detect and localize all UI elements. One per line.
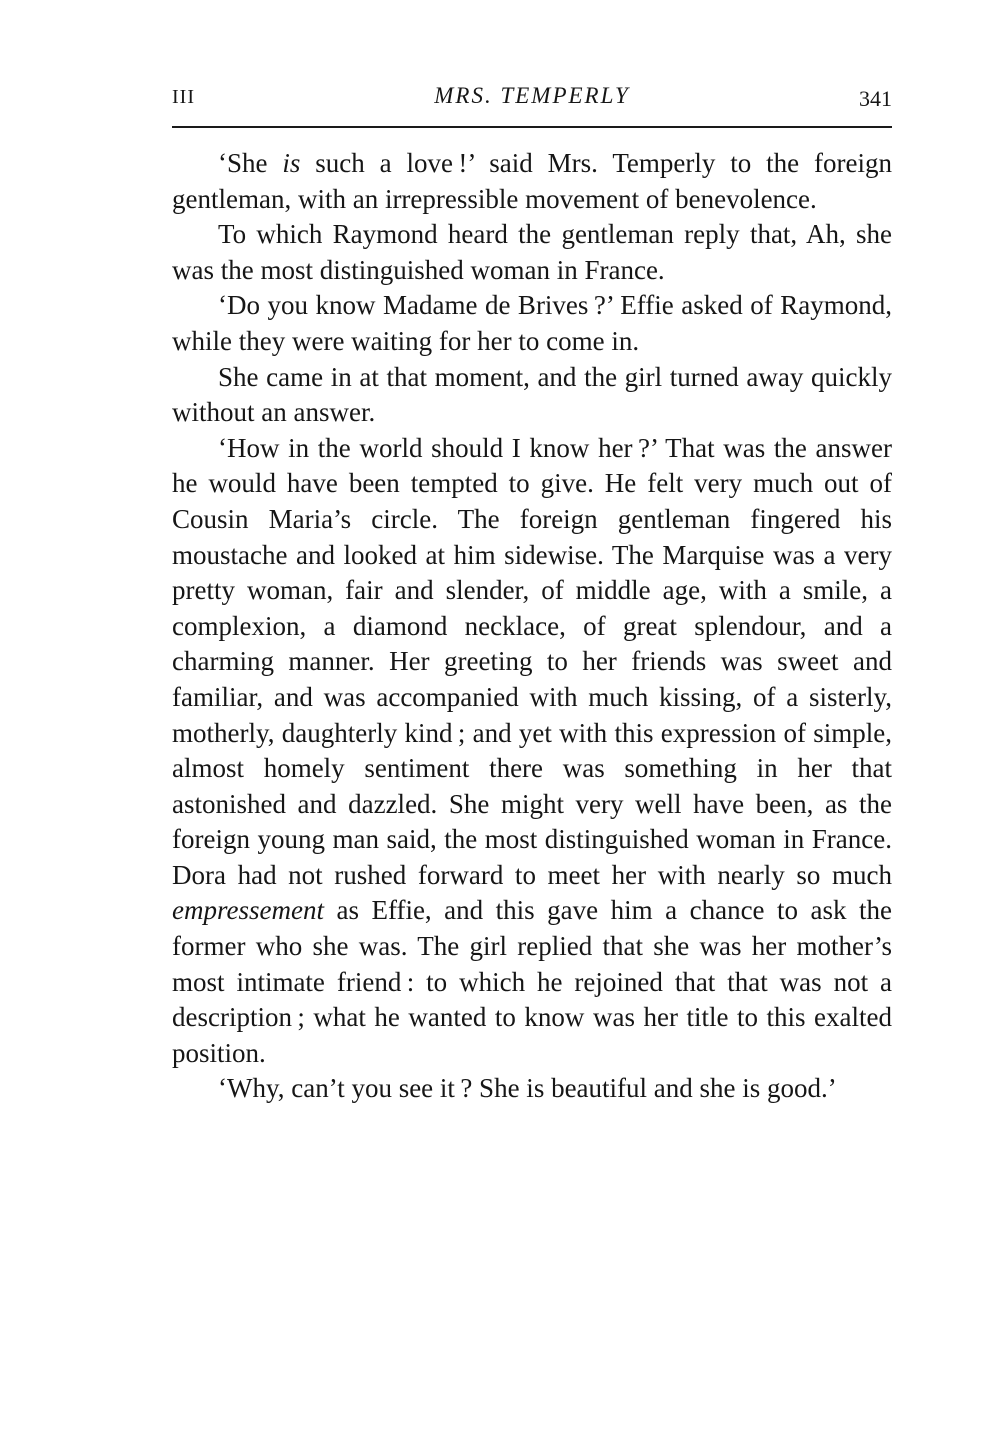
body-text	[172, 146, 892, 1107]
chapter-number: III	[172, 86, 195, 108]
running-head	[172, 80, 892, 120]
running-title: MRS. TEMPERLY	[434, 83, 630, 108]
paragraph-3: ‘Do you know Madame de Brives ?’ Effie asked of Raymond, while they were waiting for her to come in.	[172, 290, 892, 356]
paragraph-4: She came in at that moment, and the girl turned away quickly without an answer.	[172, 361, 892, 428]
paragraph-1: ‘She is such a love !’ said Mrs. Temperly to the foreign gentleman, with an irrepressible movement of benevolence.	[172, 148, 892, 214]
paragraph-5: ‘How in the world should I know her ?’ That was the answer he would have been tempted to give. He felt very much out of Cousin Maria’s circle. The foreign gentleman fingered his moustache and looked at him sidewise. The Marquise was a very pretty woman, fair and slender, of middle age, with a smile, a complexion, a diamond necklace, of great splendour, and a charming manner. Her greeting to her friends was sweet and familiar, and was accompanied with much kissing, of a sisterly, motherly, daughterly kind ; and yet with this expression of simple, almost homely sentiment there was something in her that astonished and dazzled. She might very well have been, as the foreign young man said, the most distinguished woman in France. Dora had not rushed forward to meet her with nearly so much empressement as Effie, and this gave him a chance to ask the former who she was. The girl replied that she was her mother’s most intimate friend : to which he rejoined that that was not a description ; what he wanted to know was her title to this exalted position.	[172, 432, 892, 1068]
page-number: 341	[859, 86, 892, 111]
paragraph-2: To which Raymond heard the gentleman reply that, Ah, she was the most distinguished woman in France.	[172, 219, 892, 285]
book-page	[172, 80, 892, 1107]
header-rule	[172, 126, 892, 128]
paragraph-6: ‘Why, can’t you see it ? She is beautiful and she is good.’	[218, 1073, 837, 1104]
